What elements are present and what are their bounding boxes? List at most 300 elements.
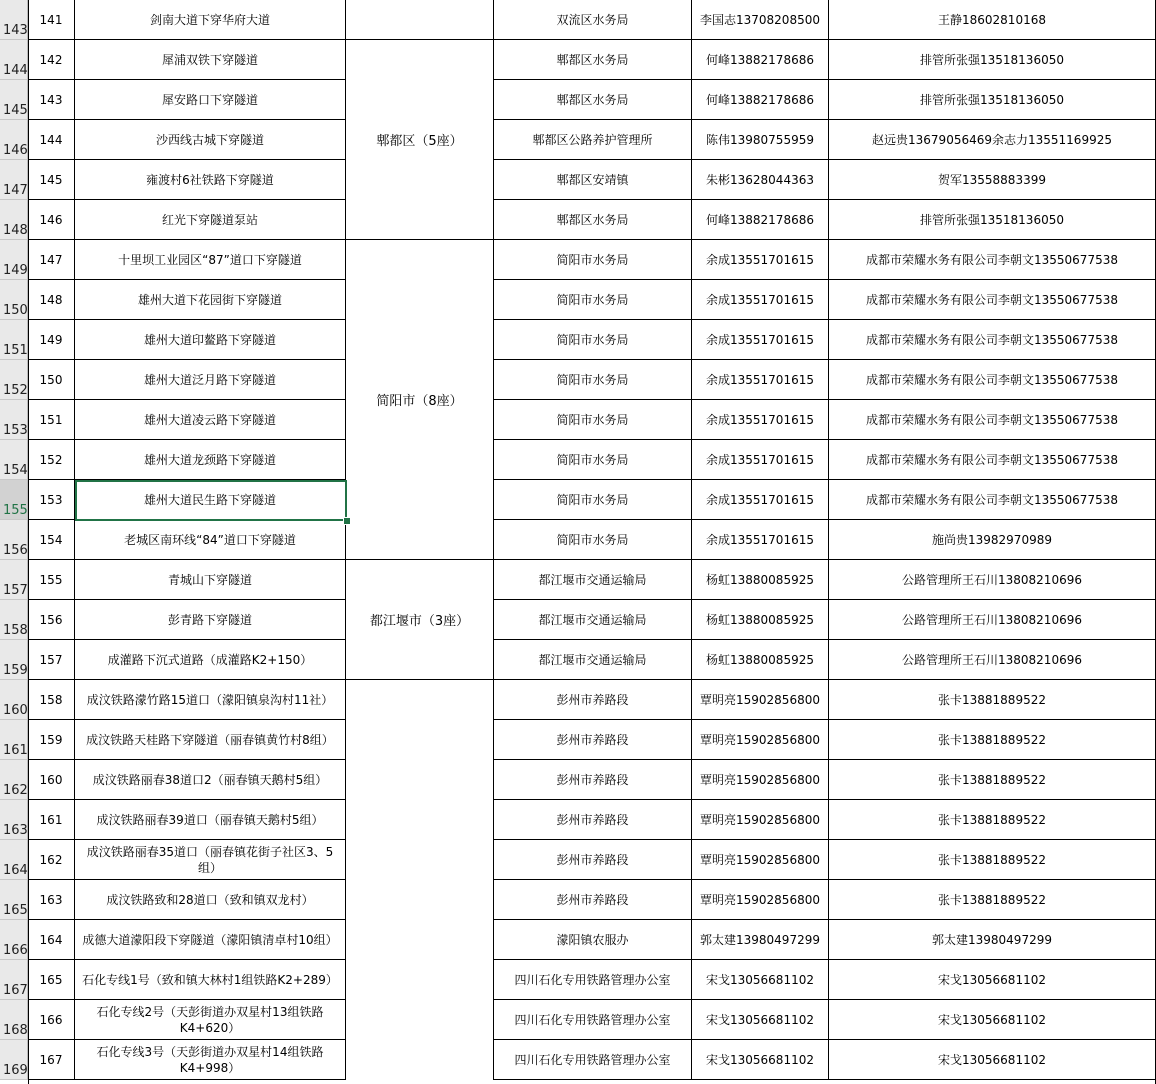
serial-number-cell[interactable]	[28, 720, 75, 760]
tunnel-name-cell[interactable]	[75, 120, 346, 160]
duty-person-cell-text: 排管所张强13518136050	[920, 52, 1064, 67]
row-header[interactable]: 153	[0, 400, 28, 440]
serial-number-cell-text: 145	[39, 172, 63, 187]
serial-number-cell-text: 161	[39, 812, 63, 827]
serial-number-cell-text: 149	[39, 332, 63, 347]
contact-person-cell-text: 宋戈13056681102	[706, 1052, 814, 1067]
duty-person-cell-text: 张卡13881889522	[938, 772, 1046, 787]
tunnel-name-cell[interactable]	[75, 840, 346, 880]
duty-person-cell-text: 排管所张强13518136050	[920, 212, 1064, 227]
serial-number-cell[interactable]	[28, 480, 75, 520]
contact-person-cell-text: 覃明亮15902856800	[700, 852, 820, 867]
duty-person-cell[interactable]	[829, 480, 1156, 520]
tunnel-name-cell[interactable]	[75, 480, 346, 520]
tunnel-name-cell-text: 成汶铁路丽春39道口（丽春镇天鹅村5组）	[96, 812, 324, 827]
responsible-unit-cell[interactable]	[494, 480, 692, 520]
contact-person-cell[interactable]	[692, 880, 829, 920]
contact-person-cell-text: 覃明亮15902856800	[700, 892, 820, 907]
serial-number-cell[interactable]	[28, 1040, 75, 1080]
serial-number-cell[interactable]	[28, 40, 75, 80]
duty-person-cell-text: 宋戈13056681102	[938, 1012, 1046, 1027]
row-header[interactable]: 148	[0, 200, 28, 240]
duty-person-cell[interactable]	[829, 80, 1156, 120]
responsible-unit-cell[interactable]	[494, 120, 692, 160]
serial-number-cell-text: 142	[39, 52, 63, 67]
responsible-unit-cell[interactable]	[494, 200, 692, 240]
responsible-unit-cell-text: 郫都区水务局	[556, 212, 629, 227]
serial-number-cell[interactable]	[28, 520, 75, 560]
tunnel-name-cell-text: 成汶铁路致和28道口（致和镇双龙村）	[106, 892, 314, 907]
serial-number-cell[interactable]	[28, 280, 75, 320]
row-header[interactable]: 159	[0, 640, 28, 680]
tunnel-name-cell-text: 石化专线2号（天彭街道办双星村13组铁路K4+620）	[96, 1004, 324, 1035]
tunnel-name-cell-text: 彭青路下穿隧道	[167, 612, 252, 627]
duty-person-cell-text: 成都市荣耀水务有限公司李朝文13550677538	[866, 492, 1118, 507]
tunnel-name-cell-text: 雄州大道凌云路下穿隧道	[143, 412, 276, 427]
serial-number-cell-text: 162	[39, 852, 63, 867]
serial-number-cell[interactable]	[28, 120, 75, 160]
contact-person-cell-text: 覃明亮15902856800	[700, 732, 820, 747]
tunnel-name-cell[interactable]	[75, 40, 346, 80]
tunnel-name-cell[interactable]	[75, 440, 346, 480]
row-header[interactable]: 160	[0, 680, 28, 720]
tunnel-name-cell-text: 雄州大道印鳌路下穿隧道	[143, 332, 276, 347]
contact-person-cell-text: 余成13551701615	[706, 452, 814, 467]
serial-number-cell-text: 141	[39, 12, 63, 27]
contact-person-cell[interactable]	[692, 400, 829, 440]
tunnel-name-cell[interactable]	[75, 760, 346, 800]
responsible-unit-cell[interactable]	[494, 880, 692, 920]
duty-person-cell-text: 公路管理所王石川13808210696	[902, 652, 1082, 667]
row-header[interactable]: 158	[0, 600, 28, 640]
contact-person-cell-text: 何峰13882178686	[706, 92, 814, 107]
responsible-unit-cell-text: 郫都区水务局	[556, 92, 629, 107]
responsible-unit-cell-text: 四川石化专用铁路管理办公室	[514, 1012, 671, 1027]
responsible-unit-cell[interactable]	[494, 800, 692, 840]
tunnel-name-cell-text: 雍渡村6社铁路下穿隧道	[146, 172, 274, 187]
tunnel-name-cell[interactable]	[75, 400, 346, 440]
tunnel-name-cell[interactable]	[75, 880, 346, 920]
tunnel-name-cell[interactable]	[75, 800, 346, 840]
region-label: 都江堰市（3座）	[369, 614, 470, 629]
duty-person-cell[interactable]	[829, 320, 1156, 360]
responsible-unit-cell-text: 简阳市水务局	[556, 332, 629, 347]
duty-person-cell[interactable]	[829, 880, 1156, 920]
contact-person-cell[interactable]	[692, 40, 829, 80]
responsible-unit-cell-text: 四川石化专用铁路管理办公室	[514, 1052, 671, 1067]
contact-person-cell[interactable]	[692, 1000, 829, 1040]
duty-person-cell-text: 张卡13881889522	[938, 852, 1046, 867]
responsible-unit-cell[interactable]	[494, 560, 692, 600]
serial-number-cell[interactable]	[28, 880, 75, 920]
serial-number-cell[interactable]	[28, 920, 75, 960]
responsible-unit-cell-text: 简阳市水务局	[556, 372, 629, 387]
serial-number-cell-text: 154	[39, 532, 63, 547]
responsible-unit-cell-text: 简阳市水务局	[556, 292, 629, 307]
row-header[interactable]: 165	[0, 880, 28, 920]
serial-number-cell-text: 166	[39, 1012, 63, 1027]
row-header[interactable]: 151	[0, 320, 28, 360]
duty-person-cell-text: 公路管理所王石川13808210696	[902, 612, 1082, 627]
duty-person-cell[interactable]	[829, 1040, 1156, 1080]
row-header[interactable]: 152	[0, 360, 28, 400]
tunnel-name-cell-text: 成汶铁路丽春35道口（丽春镇花街子社区3、5组）	[86, 844, 334, 875]
responsible-unit-cell[interactable]	[494, 80, 692, 120]
serial-number-cell-text: 144	[39, 132, 63, 147]
serial-number-cell[interactable]	[28, 560, 75, 600]
contact-person-cell[interactable]	[692, 560, 829, 600]
contact-person-cell-text: 朱彬13628044363	[706, 172, 814, 187]
tunnel-name-cell-text: 成德大道濛阳段下穿隧道（濛阳镇清卓村10组）	[82, 932, 338, 947]
serial-number-cell-text: 143	[39, 92, 63, 107]
row-header[interactable]: 149	[0, 240, 28, 280]
duty-person-cell[interactable]	[829, 360, 1156, 400]
serial-number-cell[interactable]	[28, 0, 75, 40]
responsible-unit-cell-text: 彭州市养路段	[556, 692, 629, 707]
responsible-unit-cell-text: 都江堰市交通运输局	[538, 652, 647, 667]
contact-person-cell[interactable]	[692, 120, 829, 160]
contact-person-cell-text: 覃明亮15902856800	[700, 812, 820, 827]
tunnel-name-cell[interactable]	[75, 560, 346, 600]
responsible-unit-cell-text: 简阳市水务局	[556, 492, 629, 507]
serial-number-cell[interactable]	[28, 160, 75, 200]
row-header[interactable]: 156	[0, 520, 28, 560]
responsible-unit-cell-text: 彭州市养路段	[556, 812, 629, 827]
region-merged-cell[interactable]	[346, 240, 494, 560]
duty-person-cell-text: 张卡13881889522	[938, 732, 1046, 747]
serial-number-cell[interactable]	[28, 640, 75, 680]
serial-number-cell[interactable]	[28, 760, 75, 800]
responsible-unit-cell[interactable]	[494, 720, 692, 760]
duty-person-cell-text: 张卡13881889522	[938, 692, 1046, 707]
serial-number-cell[interactable]	[28, 400, 75, 440]
responsible-unit-cell[interactable]	[494, 240, 692, 280]
duty-person-cell[interactable]	[829, 40, 1156, 80]
responsible-unit-cell[interactable]	[494, 280, 692, 320]
duty-person-cell-text: 宋戈13056681102	[938, 972, 1046, 987]
duty-person-cell[interactable]	[829, 760, 1156, 800]
contact-person-cell-text: 覃明亮15902856800	[700, 772, 820, 787]
duty-person-cell[interactable]	[829, 600, 1156, 640]
responsible-unit-cell[interactable]	[494, 840, 692, 880]
tunnel-name-cell-text: 十里坝工业园区“87”道口下穿隧道	[118, 252, 302, 267]
serial-number-cell[interactable]	[28, 960, 75, 1000]
tunnel-name-cell-text: 成汶铁路天桂路下穿隧道（丽春镇黄竹村8组）	[86, 732, 334, 747]
contact-person-cell[interactable]	[692, 840, 829, 880]
contact-person-cell[interactable]	[692, 240, 829, 280]
contact-person-cell[interactable]	[692, 480, 829, 520]
serial-number-cell[interactable]	[28, 1000, 75, 1040]
row-header[interactable]: 169	[0, 1040, 28, 1080]
duty-person-cell[interactable]	[829, 400, 1156, 440]
duty-person-cell-text: 施尚贵13982970989	[932, 532, 1052, 547]
contact-person-cell[interactable]	[692, 280, 829, 320]
tunnel-name-cell-text: 青城山下穿隧道	[167, 572, 252, 587]
duty-person-cell-text: 郭太建13980497299	[932, 932, 1052, 947]
responsible-unit-cell-text: 简阳市水务局	[556, 412, 629, 427]
contact-person-cell-text: 余成13551701615	[706, 372, 814, 387]
contact-person-cell-text: 余成13551701615	[706, 332, 814, 347]
duty-person-cell[interactable]	[829, 720, 1156, 760]
tunnel-name-cell[interactable]	[75, 960, 346, 1000]
serial-number-cell-text: 147	[39, 252, 63, 267]
row-header[interactable]: 154	[0, 440, 28, 480]
duty-person-cell[interactable]	[829, 280, 1156, 320]
duty-person-cell[interactable]	[829, 200, 1156, 240]
duty-person-cell[interactable]	[829, 440, 1156, 480]
serial-number-cell-text: 151	[39, 412, 63, 427]
tunnel-name-cell-text: 石化专线3号（天彭街道办双星村14组铁路K4+998）	[96, 1044, 324, 1075]
contact-person-cell[interactable]	[692, 200, 829, 240]
responsible-unit-cell-text: 简阳市水务局	[556, 532, 629, 547]
tunnel-name-cell[interactable]	[75, 600, 346, 640]
row-header[interactable]: 150	[0, 280, 28, 320]
responsible-unit-cell-text: 郫都区公路养护管理所	[532, 132, 653, 147]
responsible-unit-cell-text: 濛阳镇农服办	[556, 932, 629, 947]
responsible-unit-cell[interactable]	[494, 160, 692, 200]
duty-person-cell[interactable]	[829, 240, 1156, 280]
duty-person-cell[interactable]	[829, 920, 1156, 960]
tunnel-name-cell-text: 犀安路口下穿隧道	[161, 92, 258, 107]
duty-person-cell-text: 排管所张强13518136050	[920, 92, 1064, 107]
contact-person-cell[interactable]	[692, 680, 829, 720]
tunnel-name-cell-text: 雄州大道龙颈路下穿隧道	[143, 452, 276, 467]
duty-person-cell[interactable]	[829, 960, 1156, 1000]
serial-number-cell[interactable]	[28, 440, 75, 480]
serial-number-cell[interactable]	[28, 320, 75, 360]
contact-person-cell-text: 杨虹13880085925	[706, 572, 814, 587]
serial-number-cell-text: 150	[39, 372, 63, 387]
duty-person-cell[interactable]	[829, 160, 1156, 200]
serial-number-cell-text: 146	[39, 212, 63, 227]
contact-person-cell[interactable]	[692, 1040, 829, 1080]
duty-person-cell[interactable]	[829, 120, 1156, 160]
contact-person-cell[interactable]	[692, 520, 829, 560]
row-header[interactable]: 163	[0, 800, 28, 840]
responsible-unit-cell-text: 都江堰市交通运输局	[538, 612, 647, 627]
responsible-unit-cell-text: 郫都区水务局	[556, 52, 629, 67]
duty-person-cell[interactable]	[829, 560, 1156, 600]
tunnel-name-cell[interactable]	[75, 200, 346, 240]
serial-number-cell[interactable]	[28, 200, 75, 240]
duty-person-cell-text: 张卡13881889522	[938, 812, 1046, 827]
tunnel-name-cell[interactable]	[75, 80, 346, 120]
row-header[interactable]: 155	[0, 480, 28, 520]
contact-person-cell[interactable]	[692, 600, 829, 640]
serial-number-cell-text: 164	[39, 932, 63, 947]
responsible-unit-cell-text: 彭州市养路段	[556, 892, 629, 907]
contact-person-cell-text: 宋戈13056681102	[706, 1012, 814, 1027]
duty-person-cell[interactable]	[829, 640, 1156, 680]
tunnel-name-cell-text: 成汶铁路濛竹路15道口（濛阳镇泉沟村11社）	[86, 692, 334, 707]
row-header[interactable]: 147	[0, 160, 28, 200]
responsible-unit-cell[interactable]	[494, 600, 692, 640]
tunnel-name-cell-text: 沙西线古城下穿隧道	[155, 132, 264, 147]
serial-number-cell[interactable]	[28, 680, 75, 720]
grid-left-border	[28, 0, 29, 1084]
duty-person-cell[interactable]	[829, 680, 1156, 720]
responsible-unit-cell-text: 四川石化专用铁路管理办公室	[514, 972, 671, 987]
contact-person-cell[interactable]	[692, 320, 829, 360]
contact-person-cell-text: 杨虹13880085925	[706, 652, 814, 667]
responsible-unit-cell[interactable]	[494, 40, 692, 80]
serial-number-cell-text: 155	[39, 572, 63, 587]
duty-person-cell-text: 赵远贵13679056469余志力13551169925	[872, 132, 1112, 147]
contact-person-cell[interactable]	[692, 160, 829, 200]
duty-person-cell-text: 贺军13558883399	[938, 172, 1046, 187]
serial-number-cell-text: 159	[39, 732, 63, 747]
serial-number-cell-text: 158	[39, 692, 63, 707]
contact-person-cell-text: 郭太建13980497299	[700, 932, 820, 947]
duty-person-cell-text: 成都市荣耀水务有限公司李朝文13550677538	[866, 292, 1118, 307]
row-header[interactable]: 143	[0, 0, 28, 40]
contact-person-cell[interactable]	[692, 360, 829, 400]
responsible-unit-cell[interactable]	[494, 0, 692, 40]
tunnel-name-cell[interactable]	[75, 320, 346, 360]
tunnel-name-cell-text: 成汶铁路丽春38道口2（丽春镇天鹅村5组）	[92, 772, 328, 787]
row-header[interactable]: 144	[0, 40, 28, 80]
tunnel-name-cell-text: 剑南大道下穿华府大道	[149, 12, 270, 27]
row-header[interactable]: 161	[0, 720, 28, 760]
row-header[interactable]: 157	[0, 560, 28, 600]
contact-person-cell-text: 李国志13708208500	[700, 12, 820, 27]
serial-number-cell-text: 157	[39, 652, 63, 667]
row-header[interactable]: 164	[0, 840, 28, 880]
contact-person-cell[interactable]	[692, 800, 829, 840]
tunnel-name-cell[interactable]	[75, 0, 346, 40]
contact-person-cell-text: 余成13551701615	[706, 252, 814, 267]
tunnel-name-cell-text: 石化专线1号（致和镇大林村1组铁路K2+289）	[82, 972, 338, 987]
responsible-unit-cell[interactable]	[494, 760, 692, 800]
tunnel-name-cell[interactable]	[75, 240, 346, 280]
row-header[interactable]: 168	[0, 1000, 28, 1040]
responsible-unit-cell[interactable]	[494, 640, 692, 680]
contact-person-cell[interactable]	[692, 760, 829, 800]
tunnel-name-cell-text: 成灌路下沉式道路（成灌路K2+150）	[107, 652, 313, 667]
duty-person-cell[interactable]	[829, 1000, 1156, 1040]
serial-number-cell-text: 165	[39, 972, 63, 987]
region-label: 简阳市（8座）	[376, 394, 463, 409]
responsible-unit-cell[interactable]	[494, 440, 692, 480]
responsible-unit-cell-text: 彭州市养路段	[556, 732, 629, 747]
duty-person-cell[interactable]	[829, 0, 1156, 40]
tunnel-name-cell-text: 雄州大道泛月路下穿隧道	[143, 372, 276, 387]
serial-number-cell-text: 167	[39, 1052, 63, 1067]
responsible-unit-cell[interactable]	[494, 520, 692, 560]
contact-person-cell[interactable]	[692, 720, 829, 760]
serial-number-cell-text: 148	[39, 292, 63, 307]
responsible-unit-cell-text: 简阳市水务局	[556, 252, 629, 267]
contact-person-cell-text: 覃明亮15902856800	[700, 692, 820, 707]
contact-person-cell-text: 余成13551701615	[706, 292, 814, 307]
responsible-unit-cell[interactable]	[494, 960, 692, 1000]
duty-person-cell[interactable]	[829, 800, 1156, 840]
serial-number-cell[interactable]	[28, 80, 75, 120]
responsible-unit-cell[interactable]	[494, 320, 692, 360]
serial-number-cell[interactable]	[28, 800, 75, 840]
tunnel-name-cell-text: 雄州大道民生路下穿隧道	[143, 492, 276, 507]
tunnel-name-cell-text: 老城区南环线“84”道口下穿隧道	[124, 532, 296, 547]
serial-number-cell-text: 153	[39, 492, 63, 507]
serial-number-cell[interactable]	[28, 600, 75, 640]
tunnel-name-cell[interactable]	[75, 520, 346, 560]
contact-person-cell-text: 杨虹13880085925	[706, 612, 814, 627]
responsible-unit-cell-text: 郫都区安靖镇	[556, 172, 629, 187]
responsible-unit-cell-text: 彭州市养路段	[556, 772, 629, 787]
region-merged-cell[interactable]	[346, 0, 494, 40]
responsible-unit-cell-text: 双流区水务局	[556, 12, 629, 27]
duty-person-cell-text: 张卡13881889522	[938, 892, 1046, 907]
contact-person-cell[interactable]	[692, 440, 829, 480]
row-header[interactable]: 162	[0, 760, 28, 800]
serial-number-cell-text: 160	[39, 772, 63, 787]
row-header[interactable]: 166	[0, 920, 28, 960]
region-label: 郫都区（5座）	[376, 134, 463, 149]
tunnel-name-cell-text: 雄州大道下花园街下穿隧道	[137, 292, 282, 307]
contact-person-cell[interactable]	[692, 80, 829, 120]
responsible-unit-cell[interactable]	[494, 400, 692, 440]
responsible-unit-cell[interactable]	[494, 680, 692, 720]
contact-person-cell[interactable]	[692, 640, 829, 680]
row-header[interactable]: 167	[0, 960, 28, 1000]
serial-number-cell-text: 163	[39, 892, 63, 907]
duty-person-cell-text: 成都市荣耀水务有限公司李朝文13550677538	[866, 372, 1118, 387]
responsible-unit-cell-text: 彭州市养路段	[556, 852, 629, 867]
serial-number-cell[interactable]	[28, 240, 75, 280]
responsible-unit-cell-text: 简阳市水务局	[556, 452, 629, 467]
contact-person-cell[interactable]	[692, 0, 829, 40]
contact-person-cell-text: 余成13551701615	[706, 492, 814, 507]
row-header[interactable]: 146	[0, 120, 28, 160]
duty-person-cell-text: 王静18602810168	[938, 12, 1046, 27]
duty-person-cell-text: 成都市荣耀水务有限公司李朝文13550677538	[866, 252, 1118, 267]
tunnel-name-cell[interactable]	[75, 360, 346, 400]
contact-person-cell[interactable]	[692, 920, 829, 960]
duty-person-cell-text: 成都市荣耀水务有限公司李朝文13550677538	[866, 452, 1118, 467]
tunnel-name-cell[interactable]	[75, 280, 346, 320]
tunnel-name-cell-text: 红光下穿隧道泵站	[161, 212, 258, 227]
contact-person-cell-text: 余成13551701615	[706, 412, 814, 427]
tunnel-name-cell[interactable]	[75, 160, 346, 200]
duty-person-cell[interactable]	[829, 840, 1156, 880]
serial-number-cell[interactable]	[28, 360, 75, 400]
serial-number-cell-text: 156	[39, 612, 63, 627]
region-merged-cell[interactable]	[346, 560, 494, 680]
serial-number-cell[interactable]	[28, 840, 75, 880]
tunnel-name-cell[interactable]	[75, 640, 346, 680]
duty-person-cell-text: 成都市荣耀水务有限公司李朝文13550677538	[866, 412, 1118, 427]
tunnel-name-cell[interactable]	[75, 1000, 346, 1040]
contact-person-cell[interactable]	[692, 960, 829, 1000]
contact-person-cell-text: 余成13551701615	[706, 532, 814, 547]
tunnel-name-cell[interactable]	[75, 680, 346, 720]
tunnel-name-cell[interactable]	[75, 720, 346, 760]
responsible-unit-cell[interactable]	[494, 360, 692, 400]
region-merged-cell[interactable]	[346, 40, 494, 240]
contact-person-cell-text: 陈伟13980755959	[706, 132, 814, 147]
duty-person-cell-text: 成都市荣耀水务有限公司李朝文13550677538	[866, 332, 1118, 347]
row-header[interactable]: 145	[0, 80, 28, 120]
contact-person-cell-text: 宋戈13056681102	[706, 972, 814, 987]
responsible-unit-cell[interactable]	[494, 1040, 692, 1080]
responsible-unit-cell[interactable]	[494, 920, 692, 960]
region-merged-cell[interactable]	[346, 680, 494, 1080]
duty-person-cell[interactable]	[829, 520, 1156, 560]
tunnel-name-cell-text: 犀浦双铁下穿隧道	[161, 52, 258, 67]
responsible-unit-cell[interactable]	[494, 1000, 692, 1040]
tunnel-name-cell[interactable]	[75, 1040, 346, 1080]
tunnel-name-cell[interactable]	[75, 920, 346, 960]
